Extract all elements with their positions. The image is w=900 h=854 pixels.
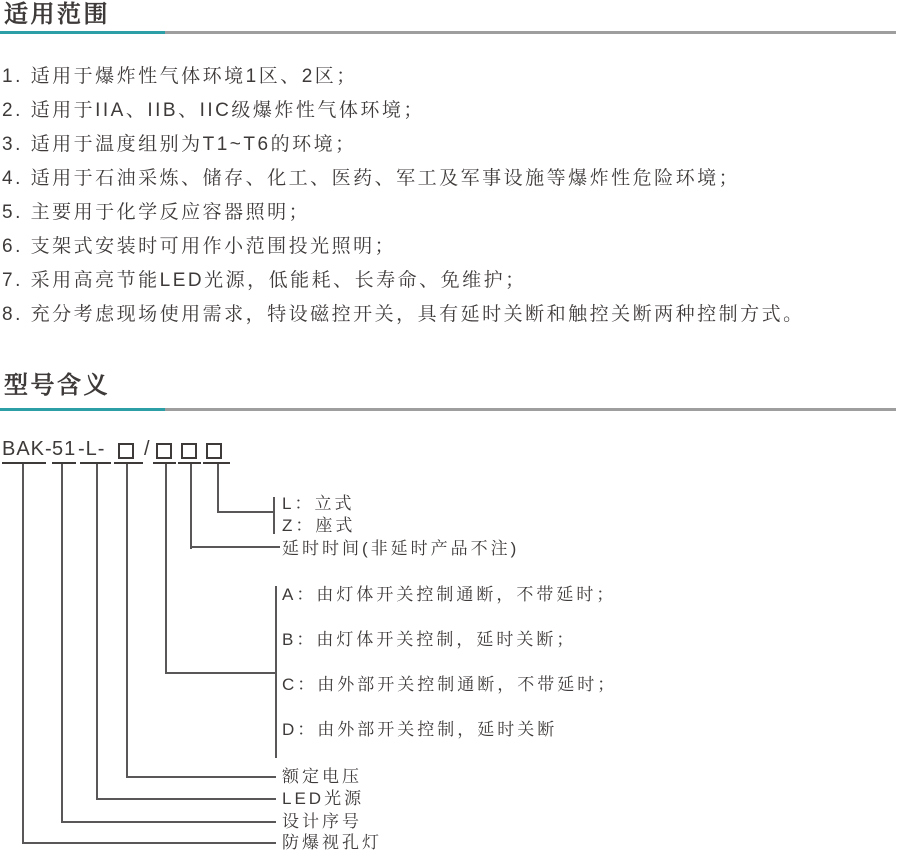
segment-underline: [2, 462, 46, 464]
tree-line-horizontal: [190, 546, 280, 548]
tree-line-vertical: [61, 464, 63, 823]
scope-list: [2, 67, 882, 339]
model-code-prefix: BAK-: [2, 438, 53, 460]
tree-group-bar-mount: [273, 497, 275, 534]
title-rule-gray: [165, 31, 896, 34]
model-placeholder-box: [156, 443, 172, 459]
segment-underline: [52, 462, 76, 464]
list-item: 1. 适用于爆炸性气体环境1区、2区；: [2, 66, 358, 87]
model-placeholder-box: [118, 443, 134, 459]
label-rated-voltage: 额定电压: [282, 767, 362, 786]
tree-line-horizontal: [96, 798, 276, 800]
label-led-source: LED光源: [282, 789, 365, 808]
list-item: 2. 适用于IIA、IIB、IIC级爆炸性气体环境；: [2, 100, 425, 121]
section-title-scope: 适用范围: [4, 1, 110, 28]
label-delay-time: 延时时间(非延时产品不注): [282, 539, 520, 558]
model-placeholder-box: [181, 443, 197, 459]
title-rule-accent: [0, 408, 165, 411]
label-control-c: C：由外部开关控制通断，不带延时；: [282, 675, 618, 694]
title-rule-gray: [165, 408, 896, 411]
tree-line-vertical: [190, 464, 192, 549]
tree-group-bar-control: [275, 586, 277, 758]
list-item: 4. 适用于石油采炼、储存、化工、医药、军工及军事设施等爆炸性危险环境；: [2, 168, 741, 189]
tree-line-vertical: [165, 464, 167, 674]
list-item: 8. 充分考虑现场使用需求，特设磁控开关，具有延时关断和触控关断两种控制方式。: [2, 304, 805, 325]
label-control-a: A：由灯体开关控制通断，不带延时；: [282, 585, 617, 604]
label-control-b: B：由灯体开关控制，延时关断；: [282, 630, 577, 649]
label-control-d: D：由外部开关控制，延时关断: [282, 720, 558, 739]
tree-line-vertical: [22, 464, 24, 844]
tree-line-horizontal: [61, 821, 276, 823]
tree-line-vertical: [217, 464, 219, 513]
list-item: 7. 采用高亮节能LED光源，低能耗、长寿命、免维护；: [2, 270, 527, 291]
label-mount-z: Z：座式: [282, 516, 356, 535]
label-product-name: 防爆视孔灯: [282, 833, 382, 852]
section-title-model: 型号含义: [4, 372, 110, 399]
list-item: 3. 适用于温度组别为T1~T6的环境；: [2, 134, 357, 155]
model-placeholder-box: [206, 443, 222, 459]
list-item: 5. 主要用于化学反应容器照明；: [2, 202, 311, 223]
label-design-serial: 设计序号: [282, 812, 362, 831]
model-code-slash: /: [144, 438, 151, 460]
title-rule-accent: [0, 31, 165, 34]
model-code-led: -L-: [78, 438, 106, 460]
tree-line-horizontal: [217, 511, 275, 513]
tree-line-horizontal: [126, 776, 276, 778]
segment-underline: [114, 462, 143, 464]
model-code-series: 51: [52, 438, 77, 460]
label-mount-l: L：立式: [282, 494, 355, 513]
tree-line-vertical: [126, 464, 128, 778]
tree-line-horizontal: [22, 842, 276, 844]
list-item: 6. 支架式安装时可用作小范围投光照明；: [2, 236, 397, 257]
tree-line-vertical: [96, 464, 98, 800]
tree-line-horizontal: [165, 672, 276, 674]
